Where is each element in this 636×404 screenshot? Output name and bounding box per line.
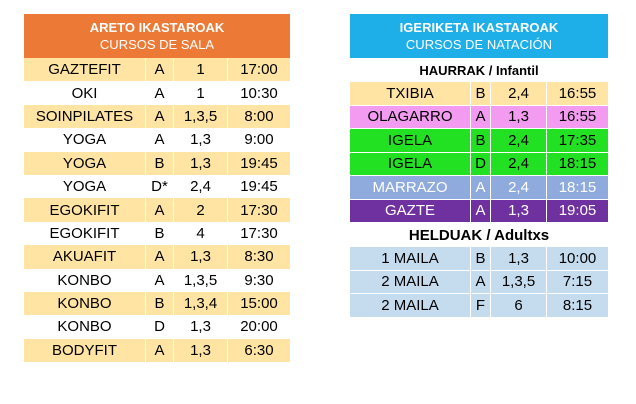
group-cell: B [146, 222, 174, 245]
table-row [24, 81, 290, 104]
course-name-cell: OLAGARRO [350, 106, 471, 129]
table-row [24, 245, 290, 268]
days-cell: 2,4 [174, 175, 228, 198]
course-name-cell: IGELA [350, 153, 471, 176]
days-cell: 2 [174, 198, 228, 221]
table-row [24, 339, 290, 362]
group-cell: D* [146, 175, 174, 198]
days-cell: 1,3 [174, 152, 228, 175]
time-cell: 19:45 [240, 178, 278, 196]
table-row [24, 222, 290, 245]
table-row [24, 175, 290, 198]
time-cell: 16:55 [558, 108, 597, 126]
group-cell: A [146, 245, 174, 268]
days-cell: 2,4 [491, 129, 547, 152]
time-cell: 18:15 [558, 178, 597, 196]
course-name-cell: KONBO [24, 292, 146, 315]
children-section-label: HAURRAK / Infantil [419, 62, 539, 78]
time-cell: 17:30 [240, 201, 278, 219]
days-cell: 2,4 [491, 153, 547, 176]
time-cell: 17:00 [240, 61, 278, 79]
course-name-cell: KONBO [24, 269, 146, 292]
time-cell: 18:15 [558, 155, 597, 173]
course-name-cell: 1 MAILA [350, 247, 471, 270]
time-cell: 10:30 [240, 84, 278, 102]
days-cell: 4 [174, 222, 228, 245]
group-cell: A [146, 339, 174, 362]
course-name-cell: GAZTE [350, 200, 471, 223]
group-cell: F [471, 294, 491, 317]
sala-schedule-table [24, 14, 290, 362]
table-row [24, 269, 290, 292]
days-cell: 2,4 [491, 176, 547, 199]
days-cell: 1,3,5 [174, 105, 228, 128]
time-cell: 7:15 [562, 273, 593, 291]
course-name-cell: MARRAZO [350, 176, 471, 199]
table-row [24, 315, 290, 338]
course-name-cell: BODYFIT [24, 339, 146, 362]
days-cell: 1,3 [174, 339, 228, 362]
table-row [350, 200, 608, 224]
days-cell: 1,3,4 [174, 292, 228, 315]
course-name-cell: IGELA [350, 129, 471, 152]
group-cell: A [471, 200, 491, 223]
group-cell: A [471, 271, 491, 294]
group-cell: B [471, 82, 491, 105]
course-name-cell: YOGA [24, 152, 146, 175]
course-name-cell: EGOKIFIT [24, 198, 146, 221]
course-name-cell: KONBO [24, 315, 146, 338]
table-row [350, 106, 608, 130]
sala-title: ARETO IKASTAROAK [89, 20, 225, 35]
natacion-header [350, 14, 608, 58]
sala-header [24, 14, 290, 58]
course-name-cell: EGOKIFIT [24, 222, 146, 245]
days-cell: 1,3 [174, 128, 228, 151]
group-cell: D [471, 153, 491, 176]
time-cell: 17:30 [240, 224, 278, 242]
days-cell: 1,3,5 [174, 269, 228, 292]
time-cell: 19:45 [240, 154, 278, 172]
adults-rows [350, 247, 608, 318]
days-cell: 2,4 [491, 82, 547, 105]
table-row [350, 176, 608, 200]
natacion-title: IGERIKETA IKASTAROAK [399, 20, 559, 35]
time-cell: 20:00 [240, 318, 278, 336]
group-cell: B [471, 247, 491, 270]
sala-subtitle: CURSOS DE SALA [99, 37, 215, 52]
table-row [350, 82, 608, 106]
course-name-cell: 2 MAILA [350, 294, 471, 317]
group-cell: A [146, 81, 174, 104]
natacion-subtitle: CURSOS DE NATACIÓN [405, 37, 553, 52]
time-cell: 10:00 [558, 249, 597, 267]
course-name-cell: TXIBIA [350, 82, 471, 105]
table-row [350, 153, 608, 177]
table-row [24, 105, 290, 128]
table-row [24, 292, 290, 315]
course-name-cell: OKI [24, 81, 146, 104]
children-rows [350, 82, 608, 223]
days-cell: 1,3 [491, 200, 547, 223]
table-row [350, 294, 608, 318]
course-name-cell: 2 MAILA [350, 271, 471, 294]
course-name-cell: AKUAFIT [24, 245, 146, 268]
group-cell: B [146, 292, 174, 315]
table-row [350, 129, 608, 153]
table-row [24, 128, 290, 151]
table-row [24, 152, 290, 175]
time-cell: 19:05 [558, 202, 597, 220]
sala-rows [24, 58, 290, 362]
days-cell: 1 [174, 81, 228, 104]
group-cell: A [146, 105, 174, 128]
course-name-cell: YOGA [24, 128, 146, 151]
group-cell: B [471, 129, 491, 152]
time-cell: 6:30 [244, 341, 274, 359]
table-row [24, 198, 290, 221]
time-cell: 17:35 [558, 131, 597, 149]
days-cell: 1,3,5 [491, 271, 547, 294]
group-cell: A [146, 58, 174, 81]
days-cell: 1,3 [491, 106, 547, 129]
natacion-schedule-table [350, 14, 608, 318]
group-cell: A [146, 128, 174, 151]
time-cell: 16:55 [558, 84, 597, 102]
table-row [350, 247, 608, 271]
days-cell: 1,3 [174, 245, 228, 268]
days-cell: 1,3 [174, 315, 228, 338]
time-cell: 8:00 [244, 107, 274, 125]
time-cell: 8:15 [562, 296, 593, 314]
course-name-cell: SOINPILATES [24, 105, 146, 128]
table-row [350, 271, 608, 295]
adults-section-label: HELDUAK / Adultxs [408, 226, 550, 244]
group-cell: A [471, 176, 491, 199]
course-name-cell: YOGA [24, 175, 146, 198]
group-cell: A [471, 106, 491, 129]
course-name-cell: GAZTEFIT [24, 58, 146, 81]
group-cell: B [146, 152, 174, 175]
time-cell: 9:30 [244, 271, 274, 289]
time-cell: 9:00 [244, 131, 274, 149]
days-cell: 1 [174, 58, 228, 81]
group-cell: A [146, 198, 174, 221]
group-cell: D [146, 315, 174, 338]
days-cell: 1,3 [491, 247, 547, 270]
table-row [24, 58, 290, 81]
time-cell: 8:30 [244, 248, 274, 266]
group-cell: A [146, 269, 174, 292]
days-cell: 6 [491, 294, 547, 317]
time-cell: 15:00 [240, 295, 278, 313]
